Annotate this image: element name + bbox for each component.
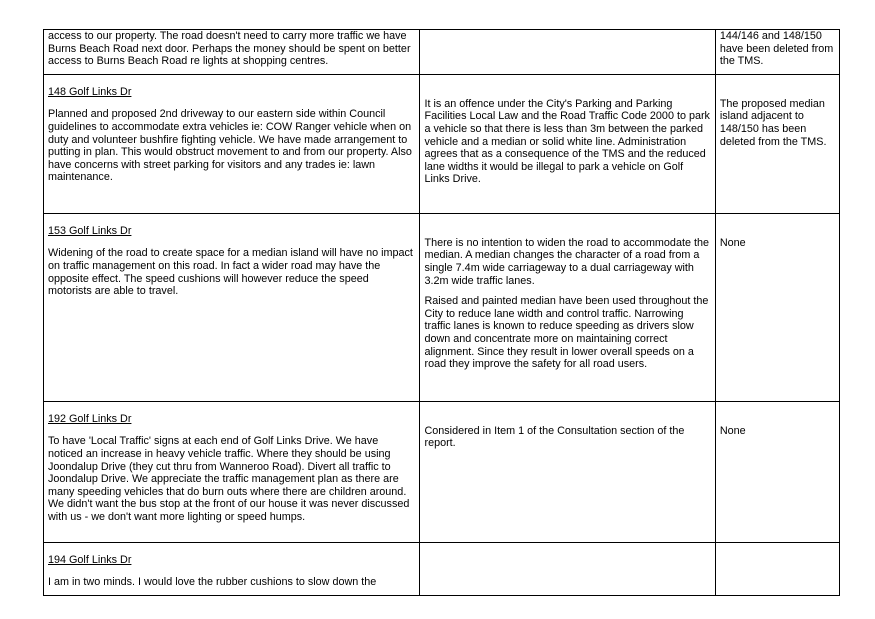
modification-text: None — [719, 424, 746, 437]
modification-cell — [715, 542, 839, 595]
table-row — [44, 542, 840, 595]
response-cell — [420, 74, 715, 213]
table-row — [44, 401, 840, 542]
submission-cell — [44, 213, 420, 401]
submission-cell — [44, 401, 420, 542]
submission-text: Planned and proposed 2nd driveway to our eastern side within Council guidelines to accommodate extra vehicles ie: COW Ranger vehicle when on duty and volunteer bushfire fighting vehicle. We have made arrangement to putting in plan. This would obstruct movement to and from our property. Also have concerns with street parking for visitors and any trades ie: lawn maintenance. — [48, 108, 412, 184]
submission-text: Widening of the road to create space for a median island will have no impact on traffic management on this road. In fact a wider road may have the opposite effect. The speed cushions will however reduce the speed motorists are able to travel. — [48, 247, 413, 298]
submitter-address: 148 Golf Links Dr — [48, 85, 132, 98]
modification-text: None — [719, 236, 746, 249]
response-text: There is no intention to widen the road to accommodate the median. A median changes the character of a road from a single 7.4m wide carriageway to a dual carriageway with 3.2m wide traffic lanes. — [424, 236, 709, 287]
response-cell — [420, 401, 715, 542]
submitter-address: 192 Golf Links Dr — [48, 412, 132, 425]
response-cell — [420, 542, 715, 595]
submission-text: access to our property. The road doesn't need to carry more traffic we have Burns Beach Road next door. Perhaps the money should be spent on better access to Burns Beach Road re lights at shopping centres. — [48, 30, 411, 68]
modification-cell — [715, 213, 839, 401]
modification-cell — [715, 74, 839, 213]
submission-cell — [44, 30, 420, 75]
response-text: Raised and painted median have been used throughout the City to reduce lane width and control traffic. Narrowing traffic lanes is known to reduce speeding as drivers slow down and concentrate more on maintaining correct alignment. Since they result in lower overall speeds on a road they improve the safety for all road users. — [424, 295, 709, 371]
modification-text: The proposed median island adjacent to 148/150 has been deleted from the TMS. — [719, 97, 827, 148]
submissions-table — [43, 29, 840, 596]
response-text: Considered in Item 1 of the Consultation section of the report. — [424, 424, 685, 450]
modification-cell — [715, 401, 839, 542]
submission-text: To have 'Local Traffic' signs at each end of Golf Links Drive. We have noticed an increase in heavy vehicle traffic. Where they should be using Joondalup Drive (they cut thru from Wanneroo Road). Divert all traffic to Joondalup Drive. We appreciate the traffic management plan as there are many speeding vehicles that do burn outs where there are children around. We didn't want the bus stop at the front of our house it was never discussed with us - we don't want more lighting or speed humps. — [48, 435, 410, 523]
response-text: It is an offence under the City's Parking and Parking Facilities Local Law and the Road Traffic Code 2000 to park a vehicle so that there is less than 3m between the parked vehicle and a median or solid white line. Administration agrees that as a consequence of the TMS and the reduced lane widths it would be illegal to park a vehicle on Golf Links Drive. — [424, 97, 710, 186]
submitter-address: 153 Golf Links Dr — [48, 224, 132, 237]
response-cell — [420, 30, 715, 75]
submission-cell — [44, 74, 420, 213]
table-row — [44, 213, 840, 401]
modification-text: 144/146 and 148/150 have been deleted from the TMS. — [719, 30, 834, 68]
submission-text: I am in two minds. I would love the rubber cushions to slow down the — [48, 576, 377, 589]
modification-cell — [715, 30, 839, 75]
submitter-address: 194 Golf Links Dr — [48, 553, 132, 566]
table-row — [44, 30, 840, 75]
table-row — [44, 74, 840, 213]
submission-cell — [44, 542, 420, 595]
response-cell — [420, 213, 715, 401]
